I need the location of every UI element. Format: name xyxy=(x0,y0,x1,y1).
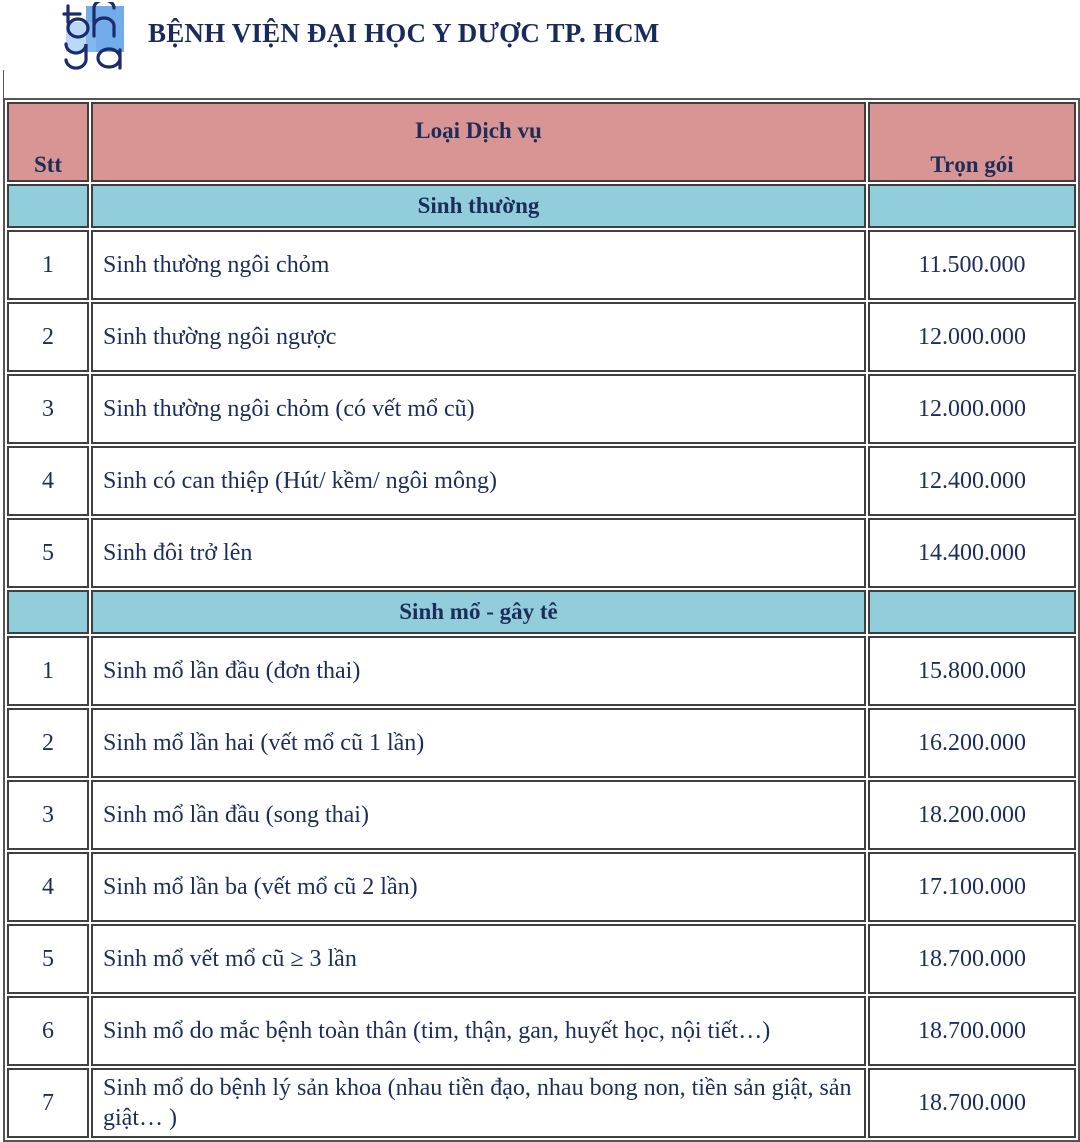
row-stt: 7 xyxy=(7,1068,89,1138)
row-service: Sinh mổ lần hai (vết mổ cũ 1 lần) xyxy=(91,708,866,778)
row-price: 18.200.000 xyxy=(868,780,1076,850)
row-stt: 6 xyxy=(7,996,89,1066)
row-service: Sinh đôi trở lên xyxy=(91,518,866,588)
table-row xyxy=(7,924,1076,994)
row-stt: 3 xyxy=(7,780,89,850)
table-row xyxy=(7,1068,1076,1138)
price-table xyxy=(3,98,1080,1142)
row-service: Sinh thường ngôi chỏm (có vết mổ cũ) xyxy=(91,374,866,444)
row-service: Sinh mổ do bệnh lý sản khoa (nhau tiền đạo, nhau bong non, tiền sản giật, sản giật… ) xyxy=(91,1068,866,1138)
table-row xyxy=(7,374,1076,444)
row-service: Sinh mổ lần đầu (song thai) xyxy=(91,780,866,850)
row-stt: 5 xyxy=(7,924,89,994)
row-price: 18.700.000 xyxy=(868,1068,1076,1138)
section-price-empty xyxy=(868,184,1076,228)
section-price-empty xyxy=(868,590,1076,634)
row-service: Sinh thường ngôi ngược xyxy=(91,302,866,372)
row-service: Sinh có can thiệp (Hút/ kềm/ ngôi mông) xyxy=(91,446,866,516)
table-row xyxy=(7,708,1076,778)
table-row xyxy=(7,518,1076,588)
row-stt: 1 xyxy=(7,636,89,706)
row-stt: 4 xyxy=(7,852,89,922)
table-row xyxy=(7,780,1076,850)
row-price: 16.200.000 xyxy=(868,708,1076,778)
section-stt-empty xyxy=(7,590,89,634)
section-row-normal-birth xyxy=(7,184,1076,228)
row-price: 12.000.000 xyxy=(868,302,1076,372)
row-price: 18.700.000 xyxy=(868,996,1076,1066)
section-title: Sinh thường xyxy=(91,184,866,228)
page-header xyxy=(0,0,1080,100)
row-price: 12.000.000 xyxy=(868,374,1076,444)
row-price: 11.500.000 xyxy=(868,230,1076,300)
row-stt: 4 xyxy=(7,446,89,516)
section-title: Sinh mổ - gây tê xyxy=(91,590,866,634)
column-header-stt: Stt xyxy=(7,102,89,182)
row-stt: 3 xyxy=(7,374,89,444)
row-price: 14.400.000 xyxy=(868,518,1076,588)
row-service: Sinh mổ lần đầu (đơn thai) xyxy=(91,636,866,706)
table-row xyxy=(7,302,1076,372)
hospital-name: BỆNH VIỆN ĐẠI HỌC Y DƯỢC TP. HCM xyxy=(148,18,660,48)
row-service: Sinh thường ngôi chỏm xyxy=(91,230,866,300)
table-row xyxy=(7,996,1076,1066)
divider xyxy=(3,70,4,98)
table-row xyxy=(7,230,1076,300)
row-stt: 2 xyxy=(7,708,89,778)
row-price: 18.700.000 xyxy=(868,924,1076,994)
row-service: Sinh mổ lần ba (vết mổ cũ 2 lần) xyxy=(91,852,866,922)
table-row xyxy=(7,446,1076,516)
table-header-row xyxy=(7,102,1076,182)
row-service: Sinh mổ vết mổ cũ ≥ 3 lần xyxy=(91,924,866,994)
row-stt: 1 xyxy=(7,230,89,300)
row-price: 12.400.000 xyxy=(868,446,1076,516)
table-row xyxy=(7,852,1076,922)
column-header-price: Trọn gói xyxy=(868,102,1076,182)
column-header-service: Loại Dịch vụ xyxy=(91,102,866,182)
section-row-cesarean xyxy=(7,590,1076,634)
row-price: 17.100.000 xyxy=(868,852,1076,922)
row-stt: 5 xyxy=(7,518,89,588)
row-service: Sinh mổ do mắc bệnh toàn thân (tim, thận, gan, huyết học, nội tiết…) xyxy=(91,996,866,1066)
row-stt: 2 xyxy=(7,302,89,372)
row-price: 15.800.000 xyxy=(868,636,1076,706)
table-row xyxy=(7,636,1076,706)
hospital-logo-icon xyxy=(58,2,130,70)
section-stt-empty xyxy=(7,184,89,228)
